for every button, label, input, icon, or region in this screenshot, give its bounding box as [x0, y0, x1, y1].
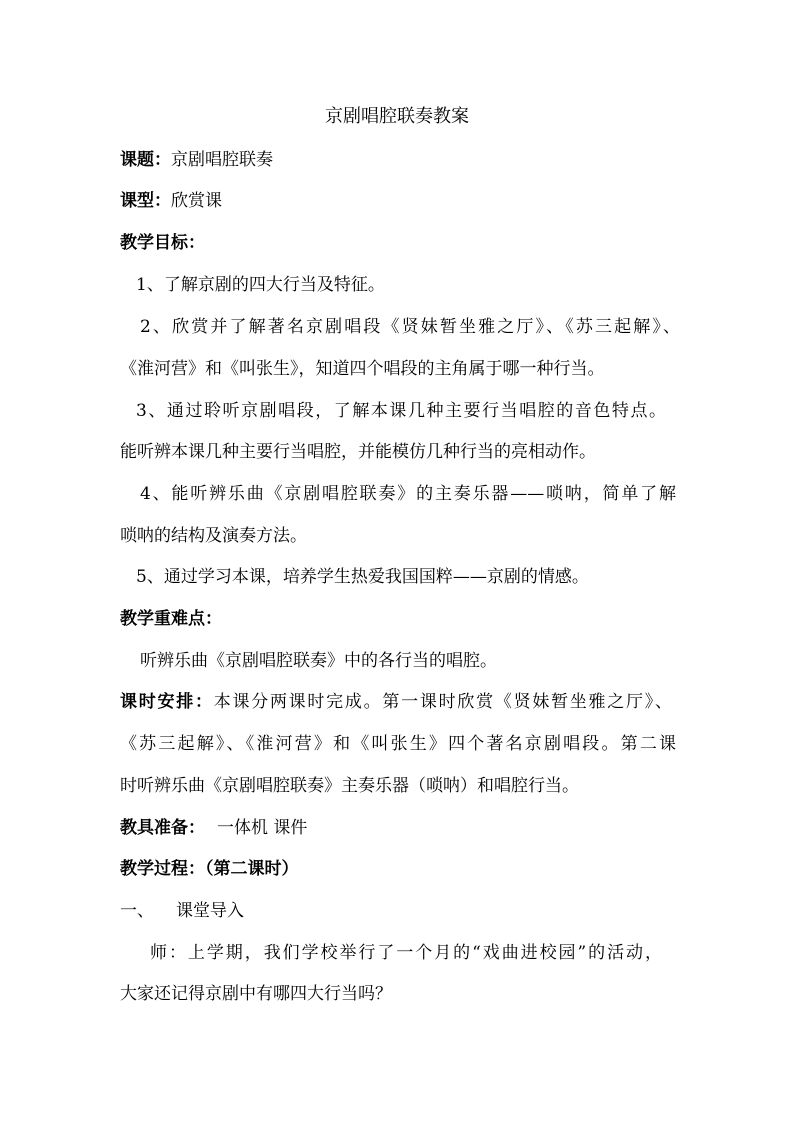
type-row	[120, 188, 680, 214]
schedule-text: 《苏三起解》、《淮河营》和《叫张生》四个著名京剧唱段。第二课	[120, 734, 676, 754]
goal-item: 1、了解京剧的四大行当及特征。	[136, 275, 385, 295]
type-value: 欣赏课	[171, 191, 222, 211]
topic-label: 课题：	[120, 150, 171, 170]
document-title: 京剧唱腔联奏教案	[325, 106, 469, 127]
tools-row	[120, 815, 680, 841]
schedule-label: 课时安排：	[120, 692, 214, 712]
key-points-text: 听辨乐曲《京剧唱腔联奏》中的各行当的唱腔。	[140, 651, 497, 671]
paragraph-line: 师：上学期，我们学校举行了一个月的“戏曲进校园”的活动，	[150, 943, 662, 963]
schedule-text: 本课分两课时完成。第一课时欣赏《贤妹暂坐雅之厅》、	[213, 692, 673, 712]
goal-item: 5、通过学习本课，培养学生热爱我国国粹——京剧的情感。	[136, 567, 589, 587]
section-heading	[120, 898, 680, 924]
process-heading: 教学过程：（第二课时）	[120, 859, 299, 879]
tools-label: 教具准备：	[120, 818, 205, 838]
goal-item: 4、能听辨乐曲《京剧唱腔联奏》的主奏乐器——唢呐，简单了解	[140, 484, 676, 504]
type-label: 课型：	[120, 191, 171, 211]
topic-value: 京剧唱腔联奏	[171, 150, 273, 170]
paragraph-line: 大家还记得京剧中有哪四大行当吗？	[120, 984, 392, 1004]
goal-item: 《淮河营》和《叫张生》，知道四个唱段的主角属于哪一种行当。	[120, 359, 605, 379]
section-number: 一、	[120, 901, 154, 921]
goal-item: 2、欣赏并了解著名京剧唱段《贤妹暂坐雅之厅》、《苏三起解》、	[140, 317, 680, 337]
goal-item: 唢呐的结构及演奏方法。	[120, 526, 307, 546]
topic-row	[120, 147, 680, 173]
goals-heading: 教学目标：	[120, 233, 205, 253]
tools-value: 一体机 课件	[217, 818, 308, 838]
schedule-row	[120, 689, 672, 715]
key-points-heading: 教学重难点：	[120, 609, 222, 629]
section-title: 课堂导入	[176, 901, 244, 921]
goal-item: 3、通过聆听京剧唱段，了解本课几种主要行当唱腔的音色特点。	[136, 401, 666, 421]
schedule-text: 时听辨乐曲《京剧唱腔联奏》主奏乐器（唢呐）和唱腔行当。	[120, 776, 579, 796]
goal-item: 能听辨本课几种主要行当唱腔，并能模仿几种行当的亮相动作。	[120, 442, 596, 462]
